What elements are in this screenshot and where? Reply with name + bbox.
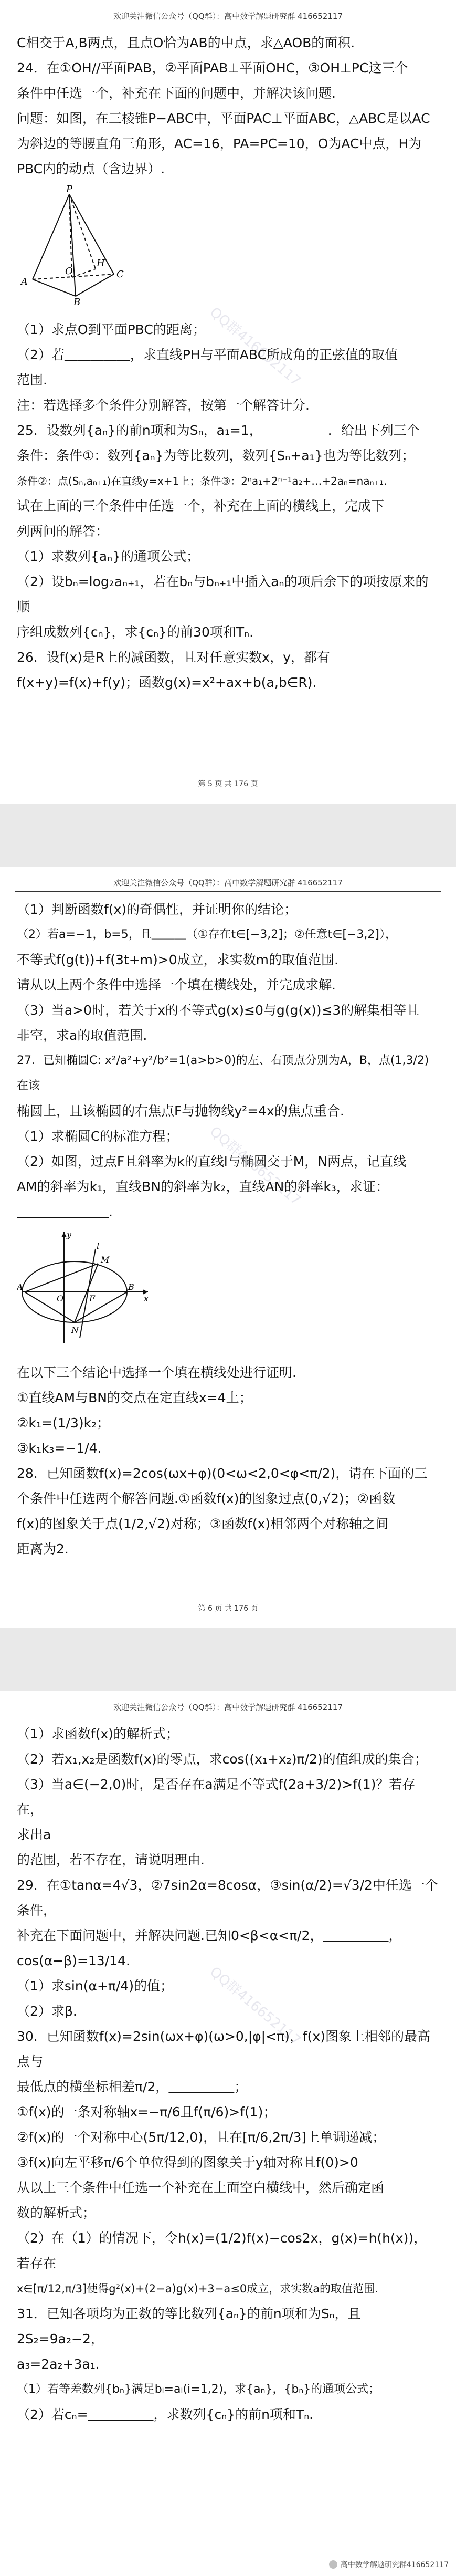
- ellipse-diagram: [17, 1228, 153, 1349]
- label-o: O: [57, 1294, 64, 1303]
- text-line: （2）如图，过点F且斜率为k的直线l与椭圆交于M，N两点，记直线: [17, 1154, 406, 1169]
- text-line: PBC内的动点（含边界）.: [17, 161, 165, 176]
- text-line: 30．已知函数f(x)=2sin(ωx+φ)(ω>0,|φ|<π)，f(x)图象上相邻的最高点与: [17, 2029, 430, 2069]
- text-line: 注：若选择多个条件分别解答，按第一个解答计分.: [17, 398, 310, 413]
- text-line: ①直线AM与BN的交点在定直线x=4上；: [17, 1390, 252, 1405]
- badge-label: 高中数学解题研究群416652117: [340, 2561, 449, 2569]
- text-line: （1）判断函数f(x)的奇偶性，并证明你的结论；: [17, 902, 298, 917]
- text-line: ③k₁k₃=−1/4.: [17, 1441, 102, 1456]
- page-header: 欢迎关注微信公众号（QQ群）：高中数学解题研究群 416652117: [113, 1703, 343, 1712]
- text-line: 24．在①OH//平面PAB，②平面PAB⊥平面OHC，③OH⊥PC这三个: [17, 60, 408, 76]
- text-line: （1）求sin(α+π/4)的值；: [17, 1978, 174, 1994]
- watermark-text: QQ群416652117: [206, 304, 304, 390]
- text-line: x∈[π/12,π/3]使得g²(x)+(2−a)g(x)+3−a≤0成立，求实数a的取值范围.: [17, 2282, 378, 2295]
- text-line: （2）若x₁,x₂是函数f(x)的零点，求cos((x₁+x₂)π/2)的值组成的集合；: [17, 1751, 428, 1767]
- text-line: 条件中任选一个，补充在下面的问题中，并解决该问题.: [17, 86, 336, 101]
- text-line: ③f(x)向左平移π/6个单位得到的图象关于y轴对称且f(0)>0: [17, 2155, 358, 2170]
- text-line: （2）设bₙ=log₂aₙ₊₁，若在bₙ与bₙ₊₁中插入aₙ的项后余下的项按原来的顺: [17, 574, 429, 614]
- text-line: （2）若cₙ=＿＿＿＿＿，求数列{cₙ}的前n项和Tₙ.: [17, 2407, 314, 2422]
- text-line: ②k₁=(1/3)k₂；: [17, 1415, 110, 1431]
- page-footer: 第 6 页 共 176 页: [198, 1604, 258, 1613]
- page-content: [0, 1716, 456, 2427]
- text-line: 求出a: [17, 1827, 51, 1842]
- text-line: 28．已知函数f(x)=2cos(ωx+φ)(0<ω<2,0<φ<π/2)，请在下面的三: [17, 1466, 428, 1481]
- label-a: A: [21, 276, 28, 287]
- text-line: 的范围，若不存在，请说明理由.: [17, 1852, 205, 1868]
- text-line: a₃=2a₂+3a₁.: [17, 2356, 100, 2372]
- text-line: （2）在（1）的情况下，令h(x)=(1/2)f(x)−cos2x，g(x)=h(h(x))，若存在: [17, 2230, 427, 2271]
- text-line: ②f(x)的一个对称中心(5π/12,0)，且在[π/6,2π/3]上单调递减；: [17, 2130, 386, 2145]
- document-page-3: [0, 1691, 456, 2576]
- text-line: 非空，求a的取值范围.: [17, 1028, 147, 1043]
- label-f: F: [89, 1294, 96, 1303]
- text-line: 补充在下面问题中，并解决问题.已知0<β<α<π/2，＿＿＿＿＿，: [17, 1928, 402, 1943]
- text-line: 26．设f(x)是R上的减函数，且对任意实数x，y，都有: [17, 650, 330, 665]
- text-line: 最低点的横坐标相差π/2，＿＿＿＿＿；: [17, 2079, 248, 2094]
- text-line: f(x+y)=f(x)+f(y)；函数g(x)=x²+ax+b(a,b∈R).: [17, 675, 317, 690]
- text-line: （2）求β.: [17, 2004, 77, 2019]
- text-line: 个条件中任选两个解答问题.①函数f(x)的图象过点(0,√2)；②函数: [17, 1491, 396, 1506]
- label-p: P: [66, 185, 73, 195]
- document-page-1: [0, 0, 456, 804]
- text-line: 试在上面的三个条件中任选一个，补充在上面的横线上，完成下: [17, 498, 385, 514]
- text-line: 从以上三个条件中任选一个补充在上面空白横线中，然后确定函: [17, 2180, 385, 2195]
- watermark-text: QQ群416652117: [206, 1123, 304, 1209]
- label-b: B: [128, 1282, 134, 1292]
- text-line: 31．已知各项均为正数的等比数列{aₙ}的前n项和为Sₙ，且2S₂=9a₂−2，: [17, 2306, 361, 2346]
- text-line: 请从以上两个条件中选择一个填在横线处，并完成求解.: [17, 977, 336, 993]
- page-footer: 第 5 页 共 176 页: [198, 780, 258, 788]
- text-line: 条件②：点(Sₙ,aₙ₊₁)在直线y=x+1上；条件③：2ⁿa₁+2ⁿ⁻¹a₂+…+2aₙ=naₙ₊₁.: [17, 475, 387, 487]
- label-l: l: [97, 1241, 100, 1251]
- page-header: 欢迎关注微信公众号（QQ群）：高中数学解题研究群 416652117: [113, 12, 343, 21]
- text-line: （1）求数列{aₙ}的通项公式；: [17, 549, 199, 564]
- text-line: 27．已知椭圆C: x²/a²+y²/b²=1(a>b>0)的左、右顶点分别为A，B，点(1,3/2)在该: [17, 1054, 429, 1092]
- text-line: 序组成数列{cₙ}，求{cₙ}的前30项和Tₙ.: [17, 624, 254, 640]
- label-h: H: [97, 258, 105, 269]
- text-line: （1）求点O到平面PBC的距离；: [17, 322, 206, 337]
- label-n: N: [71, 1325, 79, 1335]
- text-line: 范围.: [17, 372, 47, 388]
- text-line: 数的解析式；: [17, 2205, 96, 2220]
- page-separator: [0, 804, 456, 867]
- label-a: A: [17, 1282, 23, 1292]
- text-line: （2）若＿＿＿＿＿，求直线PH与平面ABC所成角的正弦值的取值: [17, 347, 398, 362]
- text-line: C相交于A,B两点，且点O恰为AB的中点，求△AOB的面积.: [17, 35, 355, 50]
- text-line: 25．设数列{aₙ}的前n项和为Sₙ，a₁=1，＿＿＿＿＿．给出下列三个: [17, 423, 420, 438]
- text-line: 为斜边的等腰直角三角形，AC=16，PA=PC=10，O为AC中点，H为: [17, 136, 422, 151]
- text-line: 在以下三个结论中选择一个填在横线处进行证明.: [17, 1365, 296, 1380]
- page-header: 欢迎关注微信公众号（QQ群）：高中数学解题研究群 416652117: [113, 878, 343, 888]
- page-separator: [0, 1628, 456, 1691]
- text-line: ①f(x)的一条对称轴x=−π/6且f(π/6)>f(1)；: [17, 2104, 277, 2120]
- text-line: ＿＿＿＿＿＿＿.: [17, 1204, 113, 1219]
- ellipse-figure: [17, 1228, 439, 1357]
- document-page-2: [0, 867, 456, 1628]
- label-m: M: [101, 1255, 110, 1265]
- watermark-text: QQ群416652117: [206, 1964, 304, 2049]
- text-line: 列两问的解答：: [17, 524, 109, 539]
- tetrahedron-diagram: [17, 185, 132, 306]
- label-o: O: [65, 266, 73, 277]
- text-line: 问题：如图，在三棱锥P−ABC中，平面PAC⊥平面ABC，△ABC是以AC: [17, 111, 430, 126]
- page-content: [0, 25, 456, 695]
- label-y: y: [67, 1229, 72, 1239]
- tetrahedron-figure: [17, 185, 439, 314]
- text-line: 条件：条件①：数列{aₙ}为等比数列，数列{Sₙ+a₁}也为等比数列；: [17, 448, 415, 463]
- text-line: 距离为2.: [17, 1541, 69, 1557]
- wechat-icon: [329, 2560, 337, 2569]
- page-content: [0, 892, 456, 1562]
- text-line: 29．在①tanα=4√3，②7sin2α=8cosα，③sin(α/2)=√3/2中任选一个条件，: [17, 1878, 438, 1918]
- wechat-badge: [329, 2559, 449, 2570]
- label-b: B: [73, 297, 81, 306]
- text-line: 椭圆上，且该椭圆的右焦点F与抛物线y²=4x的焦点重合.: [17, 1103, 344, 1119]
- label-x: x: [144, 1294, 149, 1303]
- text-line: （1）求函数f(x)的解析式；: [17, 1726, 179, 1741]
- text-line: （1）求椭圆C的标准方程；: [17, 1129, 179, 1144]
- text-line: （1）若等差数列{bₙ}满足bᵢ=aᵢ(i=1,2)，求{aₙ}，{bₙ}的通项公式；: [17, 2383, 380, 2396]
- text-line: f(x)的图象关于点(1/2,√2)对称；③函数f(x)相邻两个对称轴之间: [17, 1516, 389, 1531]
- text-line: 不等式f(g(t))+f(3t+m)>0成立，求实数m的取值范围.: [17, 952, 338, 967]
- label-c: C: [116, 269, 124, 280]
- text-line: AM的斜率为k₁，直线BN的斜率为k₂，直线AN的斜率k₃，求证：: [17, 1179, 389, 1194]
- text-line: （3）当a>0时，若关于x的不等式g(x)≤0与g(g(x))≤3的解集相等且: [17, 1003, 420, 1018]
- text-line: cos(α−β)=13/14.: [17, 1953, 130, 1968]
- text-line: （3）当a∈(−2,0)时，是否存在a满足不等式f(2a+3/2)>f(1)？若存在，: [17, 1777, 416, 1817]
- text-line: （2）若a=−1，b=5，且＿＿＿（①存在t∈[−3,2]；②任意t∈[−3,2]），: [17, 928, 397, 941]
